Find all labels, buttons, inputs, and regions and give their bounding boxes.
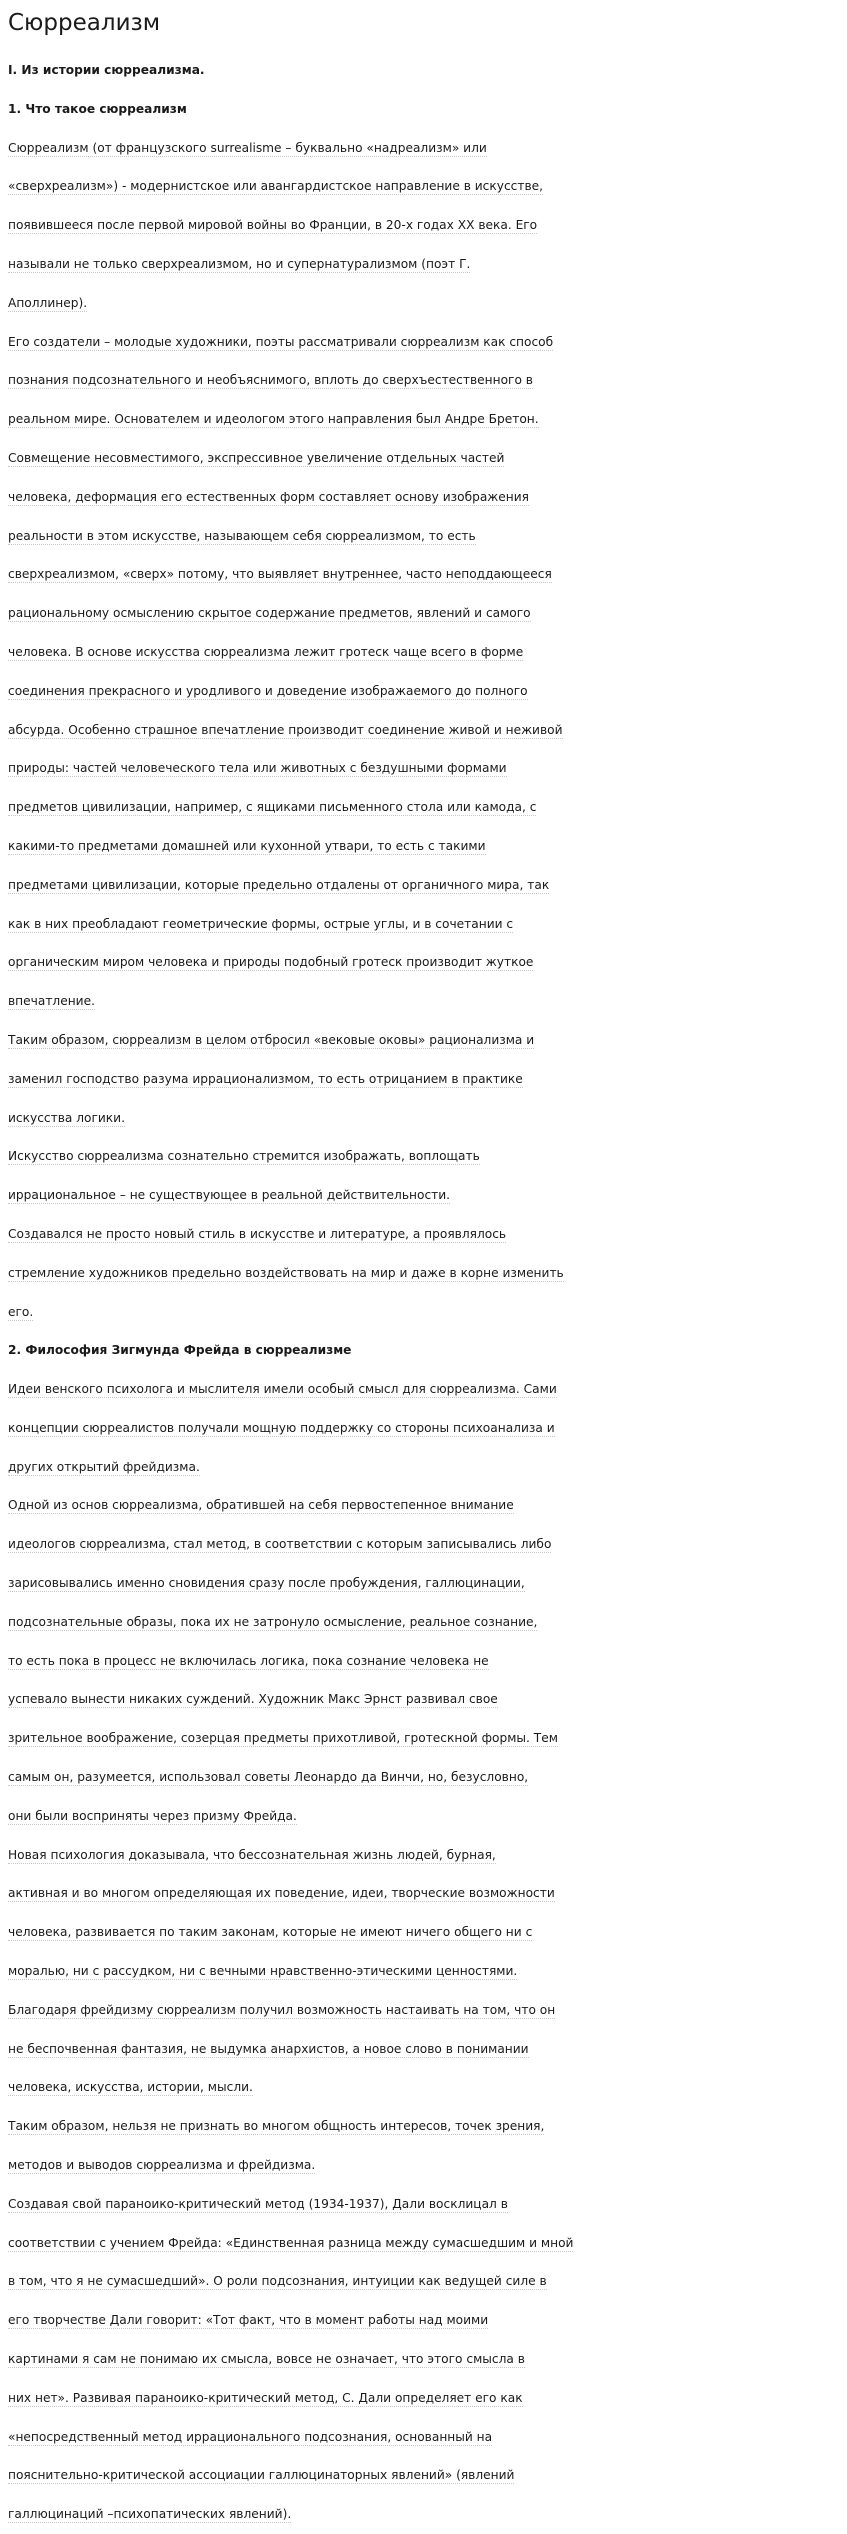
- line-text: органическим миром человека и природы подобный гротеск производит жуткое: [8, 955, 534, 970]
- paragraph-line: [8, 1913, 838, 1952]
- paragraph-line: [8, 749, 838, 788]
- paragraph-line: [8, 555, 838, 594]
- line-text: заменил господство разума иррационализмом, то есть отрицанием в практике: [8, 1071, 523, 1086]
- line-text: Аполлинер).: [8, 295, 88, 310]
- paragraph-line: [8, 827, 838, 866]
- paragraph-line: [8, 1137, 838, 1176]
- paragraph-line: [8, 1176, 838, 1215]
- paragraph-line: [8, 1680, 838, 1719]
- paragraph-line: [8, 1603, 838, 1642]
- paragraph-line: [8, 2262, 838, 2301]
- line-text: Благодаря фрейдизму сюрреализм получил возможность настаивать на том, что он: [8, 2002, 556, 2017]
- line-text: человека, искусства, истории, мысли.: [8, 2080, 253, 2095]
- line-text: картинами я сам не понимаю их смысла, вовсе не означает, что этого смысла в: [8, 2352, 525, 2367]
- line-text: природы: частей человеческого тела или животных с бездушными формами: [8, 761, 507, 776]
- paragraph-line: [8, 943, 838, 982]
- line-text: пояснительно-критической ассоциации галлюцинаторных явлений» (явлений: [8, 2468, 515, 2483]
- line-text: 2. Философия Зигмунда Фрейда в сюрреализме: [8, 1343, 352, 1358]
- section-heading: [8, 51, 838, 90]
- paragraph-line: [8, 1719, 838, 1758]
- line-text: предметов цивилизации, например, с ящиками письменного стола или камода, с: [8, 800, 537, 815]
- line-text: Одной из основ сюрреализма, обратившей на себя первостепенное внимание: [8, 1498, 514, 1513]
- paragraph-line: [8, 1370, 838, 1409]
- line-text: Таким образом, сюрреализм в целом отбросил «вековые оковы» рационализма и: [8, 1032, 535, 1047]
- paragraph-line: [8, 1021, 838, 1060]
- paragraph-line: [8, 2301, 838, 2340]
- line-text: Новая психология доказывала, что бессознательная жизнь людей, бурная,: [8, 1847, 496, 1862]
- line-text: реальности в этом искусстве, называющем себя сюрреализмом, то есть: [8, 528, 476, 543]
- paragraph-line: [8, 1952, 838, 1991]
- paragraph-line: [8, 711, 838, 750]
- line-text: самым он, разумеется, использовал советы Леонардо да Винчи, но, безусловно,: [8, 1770, 529, 1785]
- paragraph-line: [8, 1525, 838, 1564]
- line-text: Искусство сюрреализма сознательно стремится изображать, воплощать: [8, 1149, 480, 1164]
- paragraph-line: [8, 284, 838, 323]
- line-text: Создавался не просто новый стиль в искусстве и литературе, а проявлялось: [8, 1226, 507, 1241]
- line-text: зрительное воображение, созерцая предметы прихотливой, гротескной формы. Тем: [8, 1731, 558, 1746]
- paragraph-line: [8, 672, 838, 711]
- paragraph-line: [8, 982, 838, 1021]
- line-text: Идеи венского психолога и мыслителя имели особый смысл для сюрреализма. Сами: [8, 1382, 557, 1397]
- line-text: других открытий фрейдизма.: [8, 1459, 200, 1474]
- paragraph-line: [8, 517, 838, 556]
- line-text: концепции сюрреалистов получали мощную поддержку со стороны психоанализа и: [8, 1420, 555, 1435]
- paragraph-line: [8, 1099, 838, 1138]
- line-text: «сверхреализм») - модернистское или авангардистское направление в искусстве,: [8, 179, 544, 194]
- paragraph-line: [8, 594, 838, 633]
- line-text: человека, развивается по таким законам, которые не имеют ничего общего ни с: [8, 1925, 533, 1940]
- line-text: познания подсознательного и необъяснимого, вплоть до сверхъестественного в: [8, 373, 533, 388]
- section-heading: [8, 90, 838, 129]
- section-heading: [8, 1331, 838, 1370]
- line-text: впечатление.: [8, 994, 95, 1009]
- paragraph-line: [8, 439, 838, 478]
- line-text: Создавая свой параноико-критический метод (1934-1937), Дали восклицал в: [8, 2196, 508, 2211]
- line-text: реальном мире. Основателем и идеологом этого направления был Андре Бретон.: [8, 412, 539, 427]
- line-text: как в них преобладают геометрические формы, острые углы, и в сочетании с: [8, 916, 514, 931]
- line-text: рациональному осмыслению скрытое содержание предметов, явлений и самого: [8, 606, 531, 621]
- line-text: какими-то предметами домашней или кухонной утвари, то есть с такими: [8, 838, 486, 853]
- line-text: человека, деформация его естественных форм составляет основу изображения: [8, 489, 529, 504]
- line-text: то есть пока в процесс не включилась логика, пока сознание человека не: [8, 1653, 489, 1668]
- line-text: соответствии с учением Фрейда: «Единственная разница между сумасшедшим и мной: [8, 2235, 574, 2250]
- paragraph-line: [8, 1797, 838, 1836]
- line-text: них нет». Развивая параноико-критический метод, С. Дали определяет его как: [8, 2390, 523, 2405]
- paragraph-line: [8, 2456, 838, 2495]
- paragraph-line: [8, 323, 838, 362]
- line-text: галлюцинаций –психопатических явлений).: [8, 2507, 292, 2522]
- paragraph-line: [8, 245, 838, 284]
- line-text: сверхреализмом, «сверх» потому, что выявляет внутреннее, часто неподдающееся: [8, 567, 552, 582]
- line-text: подсознательные образы, пока их не затронуло осмысление, реальное сознание,: [8, 1614, 538, 1629]
- line-text: его творчестве Дали говорит: «Тот факт, что в момент работы над моими: [8, 2313, 489, 2328]
- paragraph-line: [8, 1448, 838, 1487]
- paragraph-line: [8, 633, 838, 672]
- paragraph-line: [8, 1409, 838, 1448]
- paragraph-line: [8, 1991, 838, 2030]
- line-text: Таким образом, нельзя не признать во многом общность интересов, точек зрения,: [8, 2119, 545, 2134]
- paragraph-line: [8, 2379, 838, 2418]
- page-title: Сюрреализм: [8, 10, 161, 36]
- line-text: методов и выводов сюрреализма и фрейдизма.: [8, 2158, 316, 2173]
- line-text: Сюрреализм (от французского surrealisme – буквально «надреализм» или: [8, 140, 487, 155]
- line-text: успевало вынести никаких суждений. Художник Макс Эрнст развивал свое: [8, 1692, 498, 1707]
- article-body: [8, 51, 838, 2534]
- line-text: предметами цивилизации, которые предельно отдалены от органичного мира, так: [8, 877, 550, 892]
- paragraph-line: [8, 1642, 838, 1681]
- paragraph-line: [8, 129, 838, 168]
- line-text: Его создатели – молодые художники, поэты рассматривали сюрреализм как способ: [8, 334, 554, 349]
- paragraph-line: [8, 788, 838, 827]
- document: [8, 0, 838, 2534]
- paragraph-line: [8, 1564, 838, 1603]
- line-text: абсурда. Особенно страшное впечатление производит соединение живой и неживой: [8, 722, 563, 737]
- paragraph-line: [8, 1293, 838, 1332]
- line-text: Совмещение несовместимого, экспрессивное увеличение отдельных частей: [8, 450, 505, 465]
- line-text: «непосредственный метод иррационального подсознания, основанный на: [8, 2429, 493, 2444]
- paragraph-line: [8, 400, 838, 439]
- line-text: идеологов сюрреализма, стал метод, в соответствии с которым записывались либо: [8, 1537, 552, 1552]
- paragraph-line: [8, 1060, 838, 1099]
- paragraph-line: [8, 1486, 838, 1525]
- line-text: искусства логики.: [8, 1110, 125, 1125]
- paragraph-line: [8, 167, 838, 206]
- paragraph-line: [8, 2495, 838, 2534]
- line-text: 1. Что такое сюрреализм: [8, 101, 187, 116]
- paragraph-line: [8, 1215, 838, 1254]
- paragraph-line: [8, 2340, 838, 2379]
- paragraph-line: [8, 1874, 838, 1913]
- paragraph-line: [8, 361, 838, 400]
- line-text: в том, что я не сумасшедший». О роли подсознания, интуиции как ведущей силе в: [8, 2274, 547, 2289]
- line-text: активная и во многом определяющая их поведение, идеи, творческие возможности: [8, 1886, 555, 1901]
- line-text: его.: [8, 1304, 34, 1319]
- paragraph-line: [8, 2418, 838, 2457]
- paragraph-line: [8, 866, 838, 905]
- paragraph-line: [8, 2185, 838, 2224]
- line-text: появившееся после первой мировой войны во Франции, в 20-х годах XX века. Его: [8, 218, 538, 233]
- paragraph-line: [8, 2107, 838, 2146]
- paragraph-line: [8, 1758, 838, 1797]
- line-text: I. Из истории сюрреализма.: [8, 63, 205, 77]
- paragraph-line: [8, 2068, 838, 2107]
- line-text: стремление художников предельно воздействовать на мир и даже в корне изменить: [8, 1265, 564, 1280]
- line-text: не беспочвенная фантазия, не выдумка анархистов, а новое слово в понимании: [8, 2041, 529, 2056]
- paragraph-line: [8, 2224, 838, 2263]
- paragraph-line: [8, 905, 838, 944]
- line-text: зарисовывались именно сновидения сразу после пробуждения, галлюцинации,: [8, 1576, 525, 1591]
- line-text: иррациональное – не существующее в реальной действительности.: [8, 1188, 451, 1203]
- paragraph-line: [8, 1254, 838, 1293]
- paragraph-line: [8, 2030, 838, 2069]
- paragraph-line: [8, 1836, 838, 1875]
- paragraph-line: [8, 2146, 838, 2185]
- line-text: называли не только сверхреализмом, но и супернатурализмом (поэт Г.: [8, 256, 471, 271]
- line-text: соединения прекрасного и уродливого и доведение изображаемого до полного: [8, 683, 528, 698]
- line-text: моралью, ни с рассудком, ни с вечными нравственно-этическими ценностями.: [8, 1964, 518, 1979]
- line-text: человека. В основе искусства сюрреализма лежит гротеск чаще всего в форме: [8, 644, 524, 659]
- paragraph-line: [8, 206, 838, 245]
- line-text: они были восприняты через призму Фрейда.: [8, 1808, 297, 1823]
- paragraph-line: [8, 478, 838, 517]
